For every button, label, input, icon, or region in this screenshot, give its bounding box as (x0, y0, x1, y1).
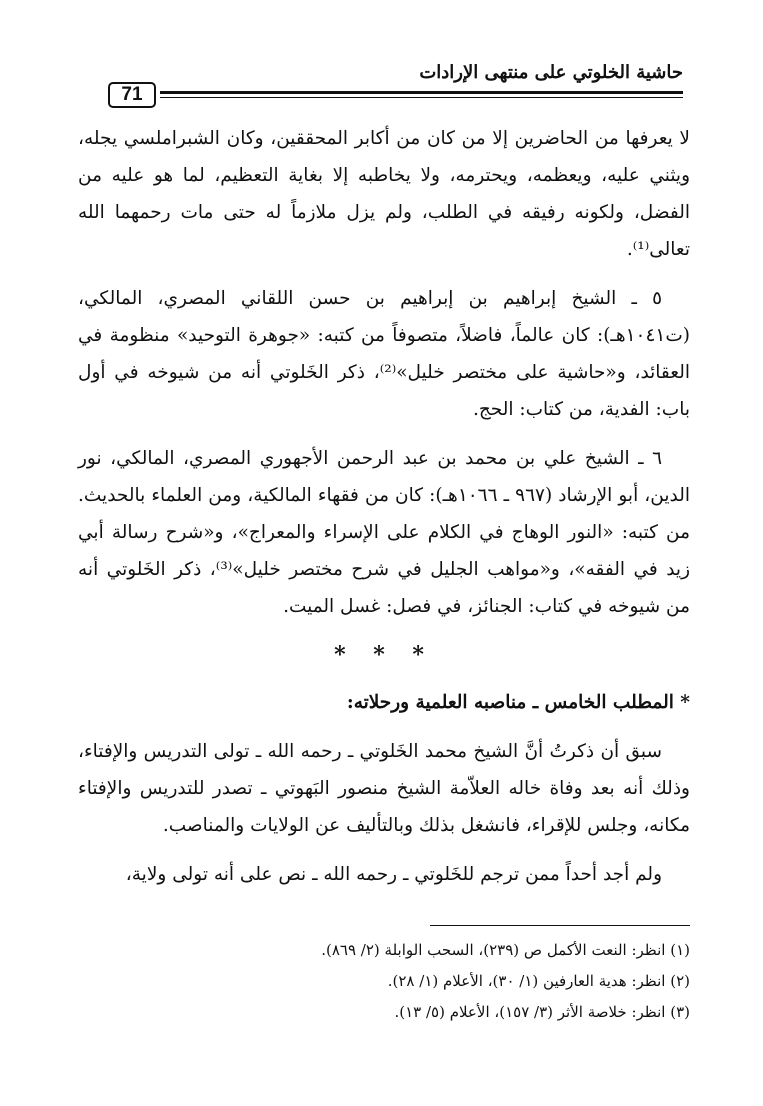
header-rule (160, 91, 683, 94)
body-text (78, 120, 690, 905)
footnote: (١) انظر: النعت الأكمل ص (٢٣٩)، السحب الوابلة (٢/ ٨٦٩). (321, 941, 690, 959)
paragraph: لا يعرفها من الحاضرين إلا من كان من أكابر المحققين، وكان الشبراملسي يجله، ويثني عليه، ويعظمه، ويحترمه، ولا يخاطبه إلا بغاية التعظيم، لما هو عليه من الفضل، ولكونه رفيقه في الطلب، ولم يزل ملازماً له حتى مات رحمهما الله تعالى⁽¹⁾. (78, 128, 690, 260)
page-header (108, 58, 683, 108)
running-title: حاشية الخلوتي على منتهى الإرادات (419, 62, 683, 83)
footnote-rule (430, 925, 690, 926)
header-rule-thin (160, 97, 683, 98)
footnotes (78, 935, 690, 1028)
paragraph: ٥ ـ الشيخ إبراهيم بن إبراهيم بن حسن اللقاني المصري، المالكي، (ت١٠٤١هـ): كان عالماً، فاضلاً، متصوفاً من كتبه: «جوهرة التوحيد» منظومة في العقائد، و«حاشية على مختصر خليل»⁽²⁾، ذكر الخَلوتي أنه من شيوخه في أول باب: الفدية، من كتاب: الحج. (78, 288, 690, 420)
paragraph: ٦ ـ الشيخ علي بن محمد بن عبد الرحمن الأجهوري المصري، المالكي، نور الدين، أبو الإرشاد (٩٦٧ ـ ١٠٦٦هـ): كان من فقهاء المالكية، ومن العلماء بالحديث. من كتبه: «النور الوهاج في الكلام على الإسراء والمعراج»، و«شرح رسالة أبي زيد في الفقه»، و«مواهب الجليل في شرح مختصر خليل»⁽³⁾، ذكر الخَلوتي أنه من شيوخه في كتاب: الجنائز، في فصل: غسل الميت. (78, 448, 690, 617)
footnote: (٢) انظر: هدية العارفين (١/ ٣٠)، الأعلام (١/ ٢٨). (387, 972, 690, 990)
paragraph: سبق أن ذكرتُ أنَّ الشيخ محمد الخَلوتي ـ رحمه الله ـ تولى التدريس والإفتاء، وذلك أنه بعد وفاة خاله العلاّمة الشيخ منصور البَهوتي ـ تصدر للتدريس والإفتاء مكانه، وجلس للإقراء، فانشغل بذلك وبالتأليف عن الولايات والمناصب. (78, 741, 690, 836)
paragraph: ولم أجد أحداً ممن ترجم للخَلوتي ـ رحمه الله ـ نص على أنه تولى ولاية، (125, 864, 662, 885)
section-separator: * * * (334, 642, 434, 668)
page-number: 71 (108, 82, 156, 108)
footnote: (٣) انظر: خلاصة الأثر (٣/ ١٥٧)، الأعلام (٥/ ١٣). (394, 1003, 690, 1021)
section-heading: * المطلب الخامس ـ مناصبه العلمية ورحلاته: (346, 692, 690, 713)
